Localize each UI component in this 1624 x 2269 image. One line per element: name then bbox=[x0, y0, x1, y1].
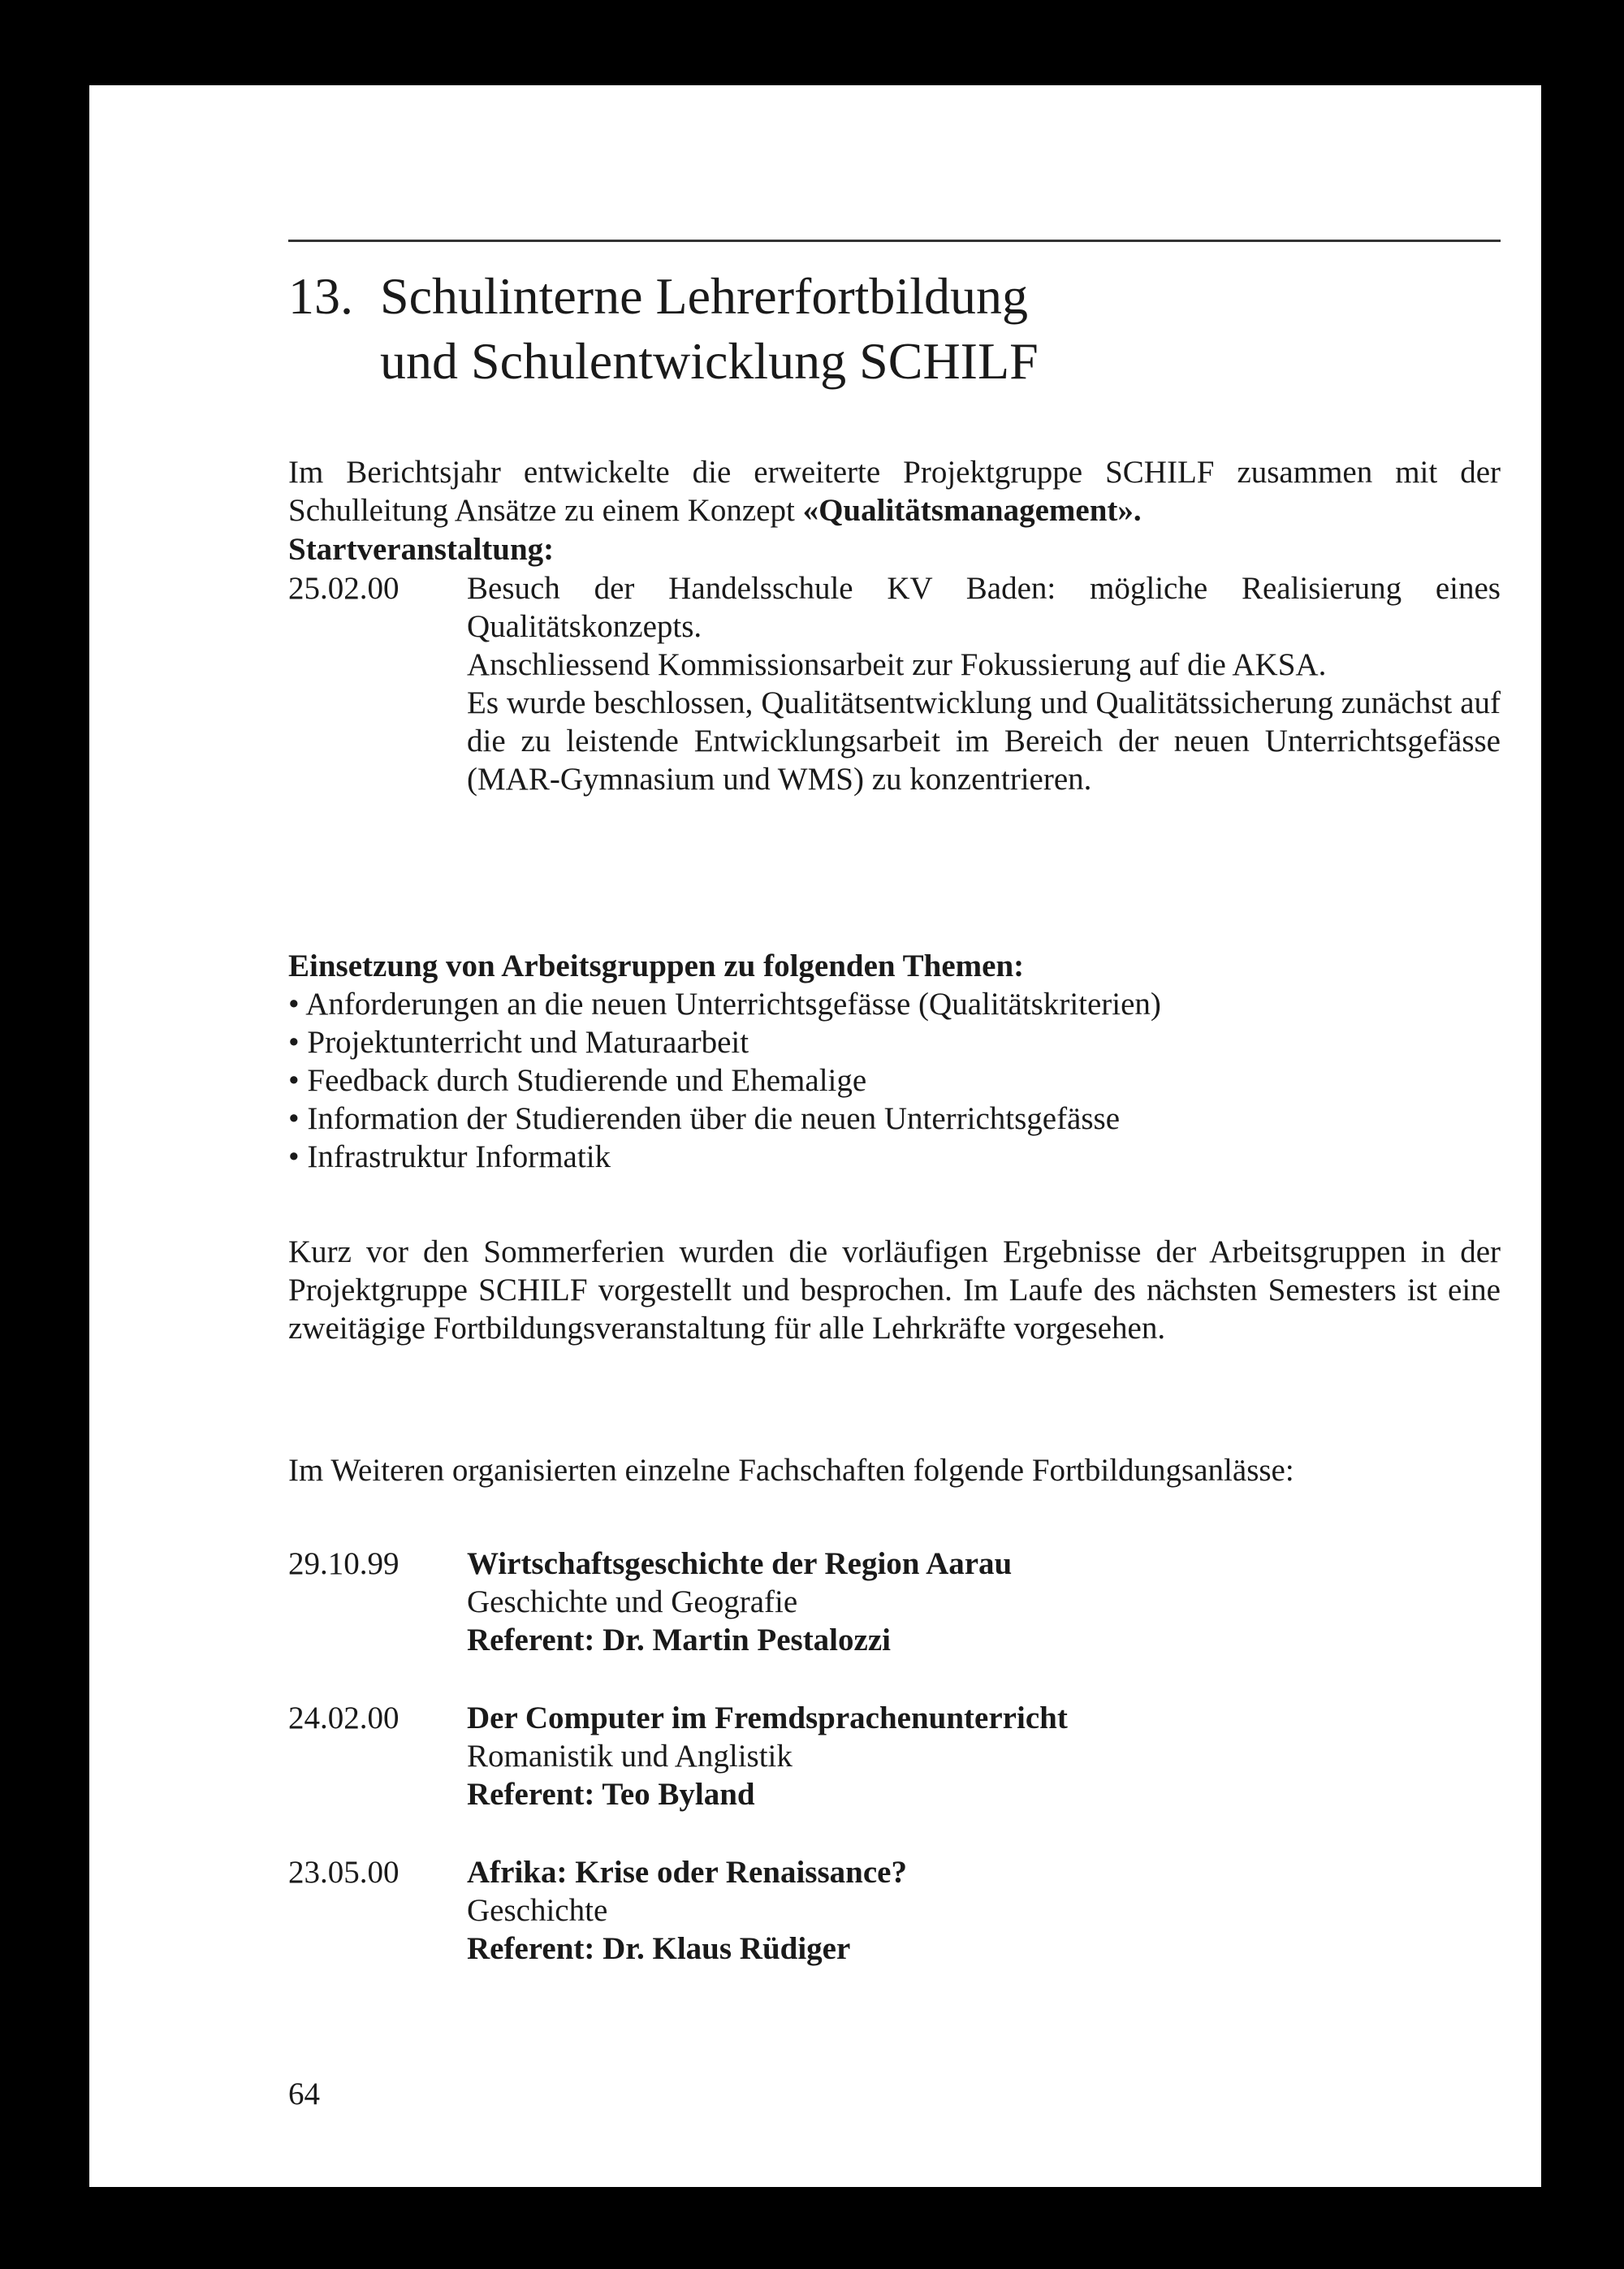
summary-paragraph: Kurz vor den Sommerferien wurden die vorläufigen Ergebnisse der Arbeitsgruppen in der Projektgruppe SCHILF vorgestellt und besprochen. Im Laufe des nächsten Semesters ist eine zweitägige Fortbildungsveranstaltung für alle Lehrkräfte vorgesehen. bbox=[288, 1234, 1501, 1346]
event-date: 29.10.99 bbox=[288, 1546, 400, 1581]
start-event-heading: Startveranstaltung: bbox=[288, 532, 555, 567]
list-item: • Information der Studierenden über die neuen Unterrichtsgefässe bbox=[288, 1101, 1121, 1136]
event-subject: Geschichte bbox=[467, 1893, 608, 1928]
page-number: 64 bbox=[288, 2077, 320, 2111]
section-title-line-1: Schulinterne Lehrerfortbildung bbox=[380, 267, 1028, 325]
section-title bbox=[288, 264, 1506, 394]
list-item: • Anforderungen an die neuen Unterrichtsgefässe (Qualitätskriterien) bbox=[288, 987, 1161, 1022]
event-date: 23.05.00 bbox=[288, 1855, 400, 1890]
further-events-intro: Im Weiteren organisierten einzelne Fachschaften folgende Fortbildungsanlässe: bbox=[288, 1453, 1294, 1488]
list-item: • Projektunterricht und Maturaarbeit bbox=[288, 1025, 749, 1060]
event-entry bbox=[467, 1853, 1501, 1968]
document-page bbox=[89, 85, 1541, 2187]
event-title: Afrika: Krise oder Renaissance? bbox=[467, 1855, 907, 1890]
event-entry bbox=[467, 1699, 1501, 1813]
working-groups-list bbox=[288, 985, 1161, 1176]
start-event-date: 25.02.00 bbox=[288, 571, 400, 606]
event-referent: Referent: Dr. Klaus Rüdiger bbox=[467, 1931, 851, 1966]
header-rule bbox=[288, 240, 1501, 242]
start-event-paragraph: Anschliessend Kommissionsarbeit zur Fokussierung auf die AKSA. bbox=[467, 647, 1327, 682]
event-subject: Geschichte und Geografie bbox=[467, 1584, 798, 1619]
section-title-line-2: und Schulentwicklung SCHILF bbox=[380, 332, 1039, 390]
section-number: 13. bbox=[288, 267, 353, 325]
event-date: 24.02.00 bbox=[288, 1701, 400, 1735]
intro-paragraph bbox=[288, 453, 1501, 529]
event-title: Der Computer im Fremdsprachenunterricht bbox=[467, 1701, 1068, 1735]
event-referent: Referent: Dr. Martin Pestalozzi bbox=[467, 1623, 891, 1657]
intro-text: Im Berichtsjahr entwickelte die erweiterte Projektgruppe SCHILF zusammen mit der Schulleitung Ansätze zu einem Konzept bbox=[288, 455, 1501, 528]
list-item: • Infrastruktur Informatik bbox=[288, 1139, 611, 1174]
event-referent: Referent: Teo Byland bbox=[467, 1777, 755, 1812]
event-subject: Romanistik und Anglistik bbox=[467, 1739, 793, 1774]
start-event-paragraph: Besuch der Handelsschule KV Baden: mögliche Realisierung eines Qualitätskonzepts. bbox=[467, 571, 1501, 644]
start-event-description bbox=[467, 569, 1501, 798]
event-entry bbox=[467, 1545, 1501, 1659]
event-title: Wirtschaftsgeschichte der Region Aarau bbox=[467, 1546, 1013, 1581]
list-item: • Feedback durch Studierende und Ehemalige bbox=[288, 1063, 867, 1098]
intro-emphasis: «Qualitätsmanagement». bbox=[802, 493, 1142, 528]
working-groups-heading: Einsetzung von Arbeitsgruppen zu folgenden Themen: bbox=[288, 949, 1025, 983]
start-event-paragraph: Es wurde beschlossen, Qualitätsentwicklung und Qualitätssicherung zunächst auf die zu leistende Entwicklungsarbeit im Bereich der neuen Unterrichtsgefässe (MAR-Gymnasium und WMS) zu konzentrieren. bbox=[467, 685, 1501, 797]
